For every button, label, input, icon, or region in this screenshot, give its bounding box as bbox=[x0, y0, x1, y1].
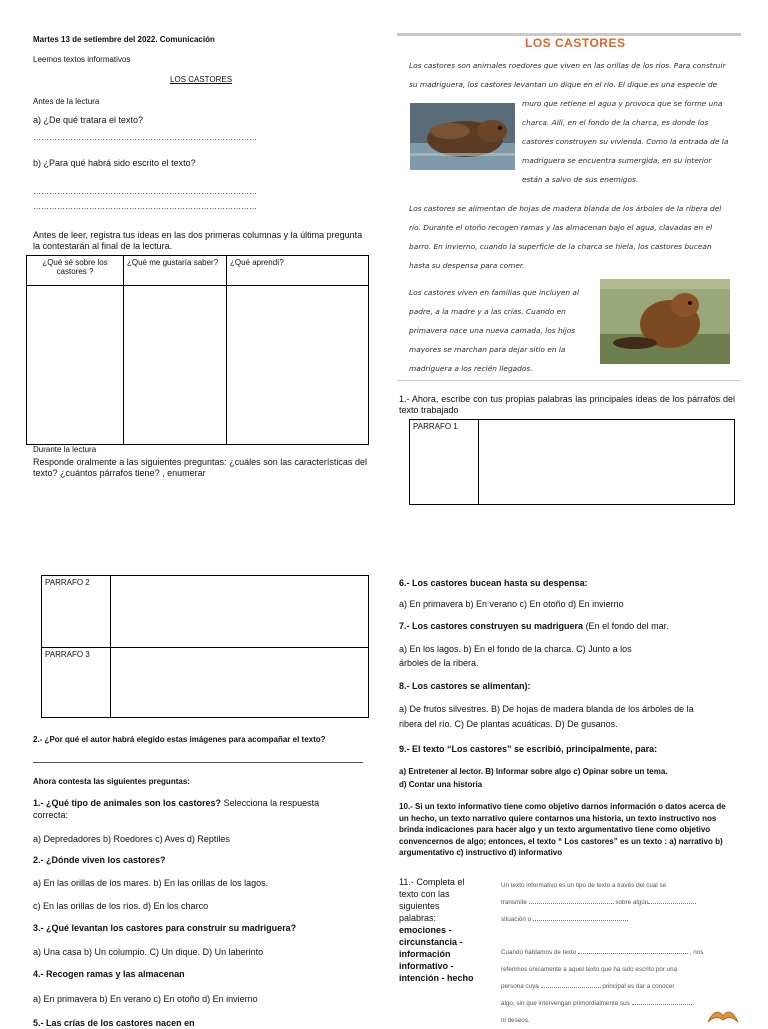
mc-question-6: 6.- Los castores bucean hasta su despensa: bbox=[399, 578, 588, 588]
mc-question-1: 1.- ¿Qué tipo de animales son los castores? Selecciona la respuesta correcta: bbox=[33, 798, 320, 820]
reading-line: muro que retiene el agua y provoca que se forme una bbox=[522, 99, 723, 108]
blank-field[interactable] bbox=[533, 920, 628, 921]
reading-line: padre, a la madre y a las crías. Cuando en bbox=[409, 307, 566, 316]
fill-paragraph-1: Un texto informativo es un tipo de texto a través del cual se transmite sobre algún situación o bbox=[501, 877, 737, 928]
reading-line: su madriguera, los castores levantan un dique en el río. El dique es una especie de bbox=[409, 80, 718, 89]
question-b: b) ¿Para qué habrá sido escrito el texto? bbox=[33, 158, 196, 168]
answer-rule bbox=[33, 762, 363, 763]
parrafo3-answer[interactable] bbox=[111, 648, 369, 718]
reading-title: LOS CASTORES bbox=[525, 36, 626, 50]
date-line: Martes 13 de setiembre del 2022. Comunicación bbox=[33, 35, 215, 44]
mc-question-9: 9.- El texto “Los castores” se escribió, principalmente, para: bbox=[399, 744, 658, 754]
answer-line: ………………………………………………………………………… bbox=[33, 187, 257, 196]
mc-question-10: 10.- Si un texto informativo tiene como objetivo darnos información o datos acerca de un hecho, un texto narrativo quiere contarnos una historia, un texto instructivo nos brinda indicaciones para hacer algo y un texto argumentativo tiene como objetivo convencernos de algo; entonces, el texto “ Los castores” es un texto : a) narrativo b) argumentativo c) instructivo d) informativo bbox=[399, 802, 726, 857]
footer-rule bbox=[397, 380, 741, 381]
reading-line: mayores se marchan para dejar sitio en la bbox=[409, 345, 566, 354]
answer-line: ………………………………………………………………………… bbox=[33, 202, 257, 211]
mc-options-2b[interactable]: c) En las orillas de los ríos. d) En los charco bbox=[33, 901, 209, 911]
parrafo2-answer[interactable] bbox=[111, 576, 369, 648]
mc-options-6[interactable]: a) En primavera b) En verano c) En otoño d) En invierno bbox=[399, 599, 624, 609]
mc-question-5: 5.- Las crías de los castores nacen en bbox=[33, 1018, 195, 1028]
blank-field[interactable] bbox=[541, 987, 601, 988]
mc-options-7b[interactable]: árboles de la ribera. bbox=[399, 658, 479, 668]
ahora-heading: Ahora contesta las siguientes preguntas: bbox=[33, 777, 190, 786]
reading-line: castores construyen su vivienda. Como la entrada de la bbox=[522, 137, 729, 146]
leemos-line: Leemos textos informativos bbox=[33, 55, 131, 64]
parrafo3-label: PARRAFO 3 bbox=[42, 648, 111, 718]
mc-options-8b[interactable]: ribera del río. C) De plantas acuáticas. D) De gusanos. bbox=[399, 719, 618, 729]
reading-line: hasta su despensa para comer. bbox=[409, 261, 525, 270]
reading-line: barro. En invierno, cuando la superficie de la charca se hiela, los castores bucean bbox=[409, 242, 712, 251]
reading-line: río. Durante el otoño recogen ramas y las almacenan bajo el agua, clavadas en el bbox=[409, 223, 713, 232]
parrafo23-table bbox=[41, 575, 369, 718]
kwl-cell[interactable] bbox=[227, 286, 369, 445]
instruction-text: Antes de leer, registra tus ideas en las dos primeras columnas y la última pregunta la contestarán al final de la lectura. bbox=[33, 230, 363, 251]
question-11-lead: 11.- Completa el texto con las siguientes palabras: emociones - circunstancia - información informativo - intención - hecho bbox=[399, 877, 474, 983]
mc-question-8: 8.- Los castores se alimentan): bbox=[399, 681, 531, 691]
reading-line: madriguera se encuentra sumergida, en su interior bbox=[522, 156, 712, 165]
reading-line: primavera nace una nueva camada, los hijos bbox=[409, 326, 576, 335]
reading-line: Los castores viven en familias que incluyen al bbox=[409, 288, 580, 297]
beaver-photo-land bbox=[600, 279, 730, 364]
fill-paragraph-2: Cuando hablamos de texto , nos referimos únicamente a aquel texto que ha sido escrito por una persona cuya principal es dar a conocer algo, sin que intervengan primordialmente sus ni deseos. bbox=[501, 949, 704, 1024]
durante-heading: Durante la lectura bbox=[33, 445, 97, 454]
beaver-photo-water bbox=[410, 103, 515, 170]
reading-line: madriguera a los recién llegados. bbox=[409, 364, 533, 373]
kwl-cell[interactable] bbox=[124, 286, 227, 445]
question-a: a) ¿De qué tratara el texto? bbox=[33, 115, 144, 125]
kwl-table bbox=[26, 255, 369, 445]
kwl-cell[interactable] bbox=[27, 286, 124, 445]
mc-options-1[interactable]: a) Depredadores b) Roedores c) Aves d) Reptiles bbox=[33, 834, 230, 844]
kwl-header-want: ¿Qué me gustaría saber? bbox=[124, 256, 227, 286]
antes-heading: Antes de la lectura bbox=[33, 97, 100, 106]
bird-icon bbox=[706, 1004, 740, 1024]
parrafo2-label: PARRAFO 2 bbox=[42, 576, 111, 648]
kwl-header-know: ¿Qué sé sobre los castores ? bbox=[27, 256, 124, 286]
reading-line: charca. Allí, en el fondo de la charca, es donde los bbox=[522, 118, 709, 127]
parrafo1-table bbox=[409, 419, 735, 505]
blank-field[interactable] bbox=[529, 903, 614, 904]
parrafo1-label: PARRAFO 1 bbox=[410, 420, 479, 505]
question-2-images: 2.- ¿Por qué el autor habrá elegido estas imágenes para acompañar el texto? bbox=[33, 735, 326, 744]
mc-options-7a[interactable]: a) En los lagos. b) En el fondo de la charca. C) Junto a los bbox=[399, 644, 632, 654]
mc-question-3: 3.- ¿Qué levantan los castores para construir su madriguera? bbox=[33, 923, 297, 933]
reading-line: Los castores son animales roedores que viven en las orillas de los ríos. Para construir bbox=[409, 61, 726, 70]
mc-options-9a[interactable]: a) Entretener al lector. B) Informar sobre algo c) Opinar sobre un tema. bbox=[399, 767, 668, 776]
kwl-header-learned: ¿Qué aprendí? bbox=[227, 256, 369, 286]
mc-options-2a[interactable]: a) En las orillas de los mares. b) En las orillas de los lagos. bbox=[33, 878, 269, 888]
blank-field[interactable] bbox=[632, 1004, 692, 1005]
responde-text: Responde oralmente a las siguientes preguntas: ¿cuáles son las características del texto? ¿cuántos párrafos tiene? , enumerar bbox=[33, 457, 367, 478]
mc-question-2: 2.- ¿Dónde viven los castores? bbox=[33, 855, 166, 865]
page-title: LOS CASTORES bbox=[170, 75, 233, 84]
answer-line: ………………………………………………………………………… bbox=[33, 133, 257, 142]
reading-line: Los castores se alimentan de hojas de madera blanda de los árboles de la ribera del bbox=[409, 204, 722, 213]
reading-line: están a salvo de sus enemigos. bbox=[522, 175, 639, 184]
parrafo1-answer[interactable] bbox=[479, 420, 735, 505]
mc-options-3[interactable]: a) Una casa b) Un columpio. C) Un dique. D) Un laberinto bbox=[33, 947, 264, 957]
question-1-main: 1.- Ahora, escribe con tus propias palabras las principales ideas de los párrafos del texto trabajado bbox=[399, 394, 735, 415]
blank-field[interactable] bbox=[578, 953, 688, 954]
mc-options-4[interactable]: a) En primavera b) En verano c) En otoño d) En invierno bbox=[33, 994, 258, 1004]
mc-question-4: 4.- Recogen ramas y las almacenan bbox=[33, 969, 185, 979]
mc-options-9b[interactable]: d) Contar una historia bbox=[399, 780, 483, 789]
mc-options-8a[interactable]: a) De frutos silvestres. B) De hojas de madera blanda de los árboles de la bbox=[399, 704, 694, 714]
mc-question-7: 7.- Los castores construyen su madriguera (En el fondo del mar. bbox=[399, 621, 669, 631]
blank-field[interactable] bbox=[648, 903, 696, 904]
